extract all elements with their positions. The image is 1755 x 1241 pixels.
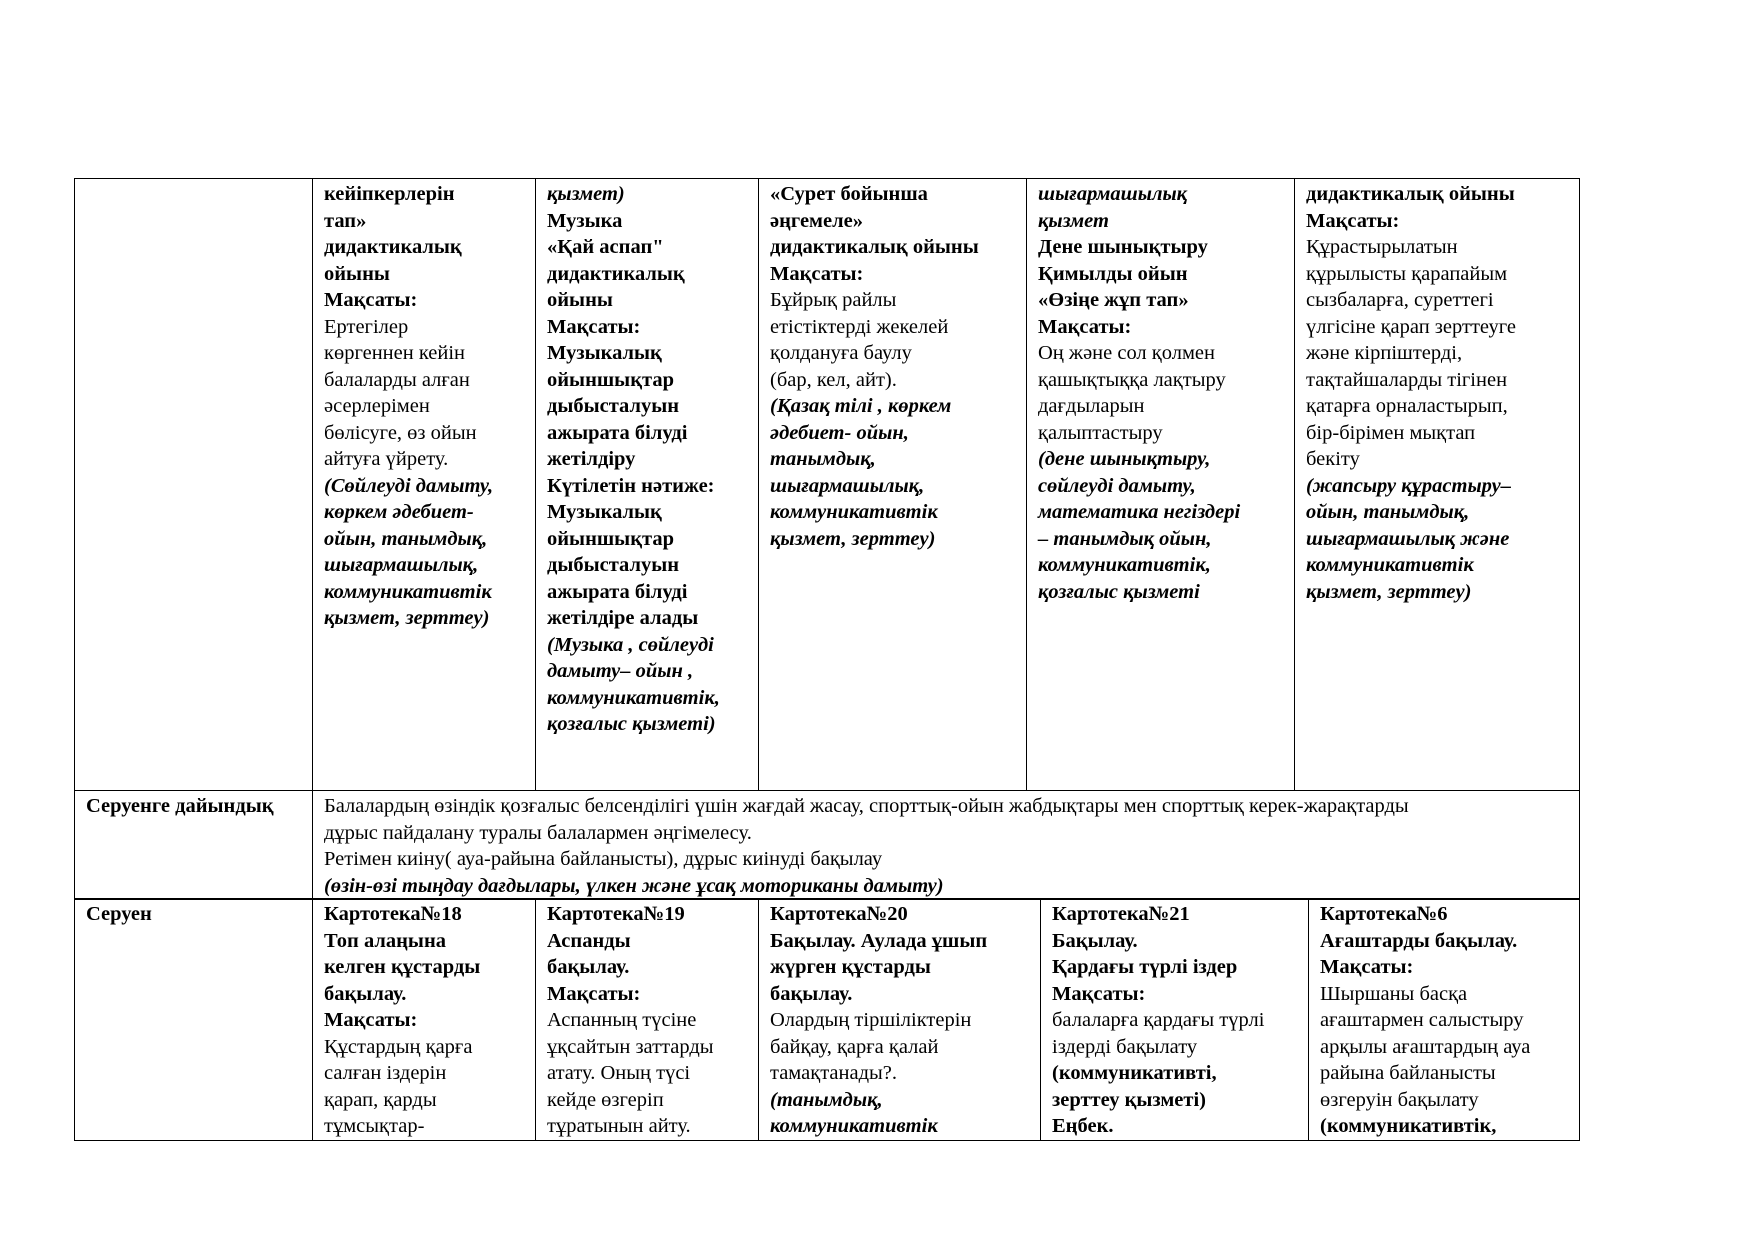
text-line: әңгемеле» <box>770 209 863 232</box>
activity-cell <box>313 179 536 791</box>
lesson-plan-table <box>74 178 1580 791</box>
text-line: (Сөйлеуді дамыту, <box>324 474 494 497</box>
text-line: Бұйрық райлы <box>770 289 897 311</box>
text-line: зерттеу қызметі) <box>1052 1088 1206 1111</box>
text-line: көргеннен кейін <box>324 342 466 364</box>
text-line: қолдануға баулу <box>770 342 912 364</box>
text-line: Мақсаты: <box>547 982 641 1005</box>
text-line: тап» <box>324 209 367 232</box>
text-line: Құстардың қарға <box>324 1035 473 1058</box>
text-line: әдебиет- ойын, <box>770 421 909 444</box>
activity-cell <box>759 179 1027 791</box>
text-line: (коммуникативті, <box>1052 1062 1217 1084</box>
text-line: дыбысталуын <box>547 395 680 417</box>
text-line: көркем әдебиет- <box>324 501 474 523</box>
text-line: Ретімен киіну( ауа-райына байланысты), дұрыс киінуді бақылау <box>324 848 883 870</box>
walk-card-cell <box>313 899 536 1141</box>
text-line: Бақылау. Аулада ұшып <box>770 929 988 952</box>
text-line: құрылысты қарапайым <box>1306 262 1508 285</box>
text-line: балаларға қардағы түрлі <box>1052 1009 1265 1031</box>
row-label: Серуен <box>86 903 152 925</box>
text-line: Балалардың өзіндік қозғалыс белсенділігі үшін жағдай жасау, спорттық-ойын жабдықтары мен спорттық керек-жарақтарды <box>324 795 1409 817</box>
text-line: Бақылау. <box>1052 929 1138 952</box>
text-line: қарап, қарды <box>324 1088 437 1111</box>
text-line: қатарға орналастырып, <box>1306 395 1508 417</box>
text-line: Ағаштарды бақылау. <box>1320 929 1518 952</box>
text-line: бір-бірімен мықтап <box>1306 421 1476 444</box>
text-line: Оң және сол қолмен <box>1038 342 1216 364</box>
text-line: Аспанды <box>547 929 631 952</box>
walk-card-cell <box>536 899 759 1141</box>
text-line: Мақсаты: <box>1306 209 1400 232</box>
walk-preparation-table <box>74 790 1580 900</box>
text-line: шығармашылық, <box>324 554 479 576</box>
text-line: өзгеруін бақылату <box>1320 1088 1479 1111</box>
text-line: Мақсаты: <box>324 289 418 311</box>
walk-preparation-cell <box>313 791 1580 900</box>
text-line: бақылау. <box>324 982 407 1005</box>
text-line: шығармашылық, <box>770 474 925 497</box>
text-line: сызбаларға, суреттегі <box>1306 289 1494 311</box>
text-line: (Музыка , сөйлеуді <box>547 633 714 656</box>
text-line: ойын, танымдық, <box>1306 501 1470 523</box>
text-line: (дене шынықтыру, <box>1038 448 1211 470</box>
text-line: (жапсыру құрастыру– <box>1306 474 1511 497</box>
text-line: қызмет, зерттеу) <box>324 607 490 629</box>
text-line: Музыка <box>547 209 623 232</box>
text-line: Музыкалық <box>547 342 662 364</box>
walk-preparation-row <box>75 791 1580 900</box>
text-line: Дене шынықтыру <box>1038 236 1208 258</box>
text-line: ағаштармен салыстыру <box>1320 1009 1524 1031</box>
text-line: Шыршаны басқа <box>1320 982 1468 1005</box>
text-line: дидактикалық <box>547 262 685 285</box>
text-line: жетілдіру <box>547 448 636 470</box>
text-line: (Қазақ тілі , көркем <box>770 395 952 417</box>
text-line: Картотека№21 <box>1052 903 1190 925</box>
text-line: тақтайшаларды тігінен <box>1306 368 1508 391</box>
walk-card-cell <box>759 899 1041 1141</box>
text-line: бақылау. <box>547 956 630 978</box>
text-line: Аспанның түсіне <box>547 1009 697 1031</box>
text-line: айтуға үйрету. <box>324 448 449 470</box>
activity-cell <box>1295 179 1580 791</box>
text-line: танымдық, <box>770 448 876 470</box>
text-line: коммуникативтік <box>770 1115 938 1137</box>
text-line: әсерлерімен <box>324 395 430 417</box>
walk-card-cell <box>1041 899 1309 1141</box>
text-line: қашықтыққа лақтыру <box>1038 368 1226 391</box>
text-line: қызмет <box>1038 209 1109 232</box>
text-line: ойыншықтар <box>547 368 674 391</box>
text-line: тұратынын айту. <box>547 1115 691 1137</box>
text-line: Мақсаты: <box>547 315 641 338</box>
text-line: дидактикалық <box>324 236 462 258</box>
text-line: қалыптастыру <box>1038 421 1163 444</box>
text-line: – танымдық ойын, <box>1038 527 1212 550</box>
text-line: балаларды алған <box>324 368 470 391</box>
text-line: кейіпкерлерін <box>324 183 455 205</box>
text-line: сөйлеуді дамыту, <box>1038 474 1196 497</box>
text-line: Картотека№18 <box>324 903 462 925</box>
text-line: ажырата білуді <box>547 580 688 603</box>
text-line: «Қай аспап" <box>547 236 664 258</box>
text-line: қозғалыс қызметі <box>1038 580 1200 603</box>
text-line: (өзін-өзі тыңдау дағдылары, үлкен және ұсақ моториканы дамыту) <box>324 874 944 897</box>
text-line: Еңбек. <box>1052 1115 1114 1137</box>
text-line: дұрыс пайдалану туралы балалармен әңгімелесу. <box>324 821 752 844</box>
text-line: бекіту <box>1306 448 1360 470</box>
text-line: Топ алаңына <box>324 929 446 952</box>
text-line: «Сурет бойынша <box>770 183 928 205</box>
text-line: жетілдіре алады <box>547 607 699 629</box>
text-line: бөлісуге, өз ойын <box>324 421 477 444</box>
text-line: Күтілетін нәтиже: <box>547 474 715 497</box>
text-line: Қардағы түрлі іздер <box>1052 956 1238 978</box>
text-line: Мақсаты: <box>1038 315 1132 338</box>
text-line: ойыны <box>324 262 390 285</box>
text-line: коммуникативтік, <box>1038 554 1211 576</box>
text-line: қозғалыс қызметі) <box>547 713 716 735</box>
text-line: дағдыларын <box>1038 395 1145 417</box>
text-line: тамақтанады?. <box>770 1062 898 1084</box>
text-line: Картотека№6 <box>1320 903 1448 925</box>
text-line: Мақсаты: <box>1052 982 1146 1005</box>
text-line: дидактикалық ойыны <box>770 236 979 258</box>
walk-card-cell <box>1309 899 1580 1141</box>
text-line: қызмет, зерттеу) <box>770 527 936 550</box>
text-line: тұмсықтар- <box>324 1115 425 1137</box>
text-line: Картотека№20 <box>770 903 908 925</box>
text-line: ойын, танымдық, <box>324 527 488 550</box>
text-line: Ертегілер <box>324 315 409 338</box>
row-label-cell <box>75 791 313 900</box>
text-line: және кірпіштерді, <box>1306 342 1463 364</box>
text-line: дыбысталуын <box>547 554 680 576</box>
text-line: жүрген құстарды <box>770 956 931 978</box>
text-line: райына байланысты <box>1320 1062 1496 1084</box>
text-line: ажырата білуді <box>547 421 688 444</box>
text-line: Мақсаты: <box>1320 956 1414 978</box>
text-line: Олардың тіршіліктерін <box>770 1009 972 1031</box>
text-line: шығармашылық <box>1038 183 1188 205</box>
row-label-cell <box>75 899 313 1141</box>
text-line: Қимылды ойын <box>1038 262 1188 285</box>
text-line: байқау, қарға қалай <box>770 1035 939 1058</box>
text-line: іздерді бақылату <box>1052 1035 1198 1058</box>
text-line: етістіктерді жекелей <box>770 315 949 338</box>
text-line: арқылы ағаштардың ауа <box>1320 1035 1531 1058</box>
text-line: ұқсайтын заттарды <box>547 1035 714 1058</box>
text-line: ойыны <box>547 289 613 311</box>
text-line: қызмет, зерттеу) <box>1306 580 1472 603</box>
text-line: коммуникативтік <box>324 580 492 603</box>
text-line: математика негіздері <box>1038 501 1241 523</box>
text-line: шығармашылық және <box>1306 527 1510 550</box>
text-line: атату. Оның түсі <box>547 1062 691 1084</box>
activity-cell <box>536 179 759 791</box>
text-line: «Өзіңе жұп тап» <box>1038 289 1189 311</box>
text-line: Мақсаты: <box>324 1009 418 1031</box>
row-label-cell <box>75 179 313 791</box>
text-line: (бар, кел, айт). <box>770 368 897 391</box>
text-line: Құрастырылатын <box>1306 236 1458 258</box>
walk-row <box>75 899 1580 1141</box>
text-line: ойыншықтар <box>547 527 674 550</box>
text-line: бақылау. <box>770 982 853 1005</box>
text-line: Музыкалық <box>547 501 662 523</box>
text-line: кейде өзгеріп <box>547 1088 664 1111</box>
text-line: дамыту– ойын , <box>547 660 694 682</box>
text-line: қызмет) <box>547 183 625 205</box>
text-line: Картотека№19 <box>547 903 685 925</box>
text-line: салған іздерін <box>324 1062 447 1084</box>
text-line: коммуникативтік <box>770 501 938 523</box>
activities-row <box>75 179 1580 791</box>
text-line: келген құстарды <box>324 956 481 978</box>
text-line: Мақсаты: <box>770 262 864 285</box>
activity-cell <box>1027 179 1295 791</box>
walk-table <box>74 898 1580 1141</box>
text-line: (коммуникативтік, <box>1320 1115 1497 1137</box>
text-line: коммуникативтік <box>1306 554 1474 576</box>
text-line: коммуникативтік, <box>547 686 720 709</box>
text-line: үлгісіне қарап зерттеуге <box>1306 315 1516 338</box>
text-line: дидактикалық ойыны <box>1306 183 1515 205</box>
row-label: Серуенге дайындық <box>86 795 274 817</box>
text-line: (танымдық, <box>770 1088 883 1111</box>
